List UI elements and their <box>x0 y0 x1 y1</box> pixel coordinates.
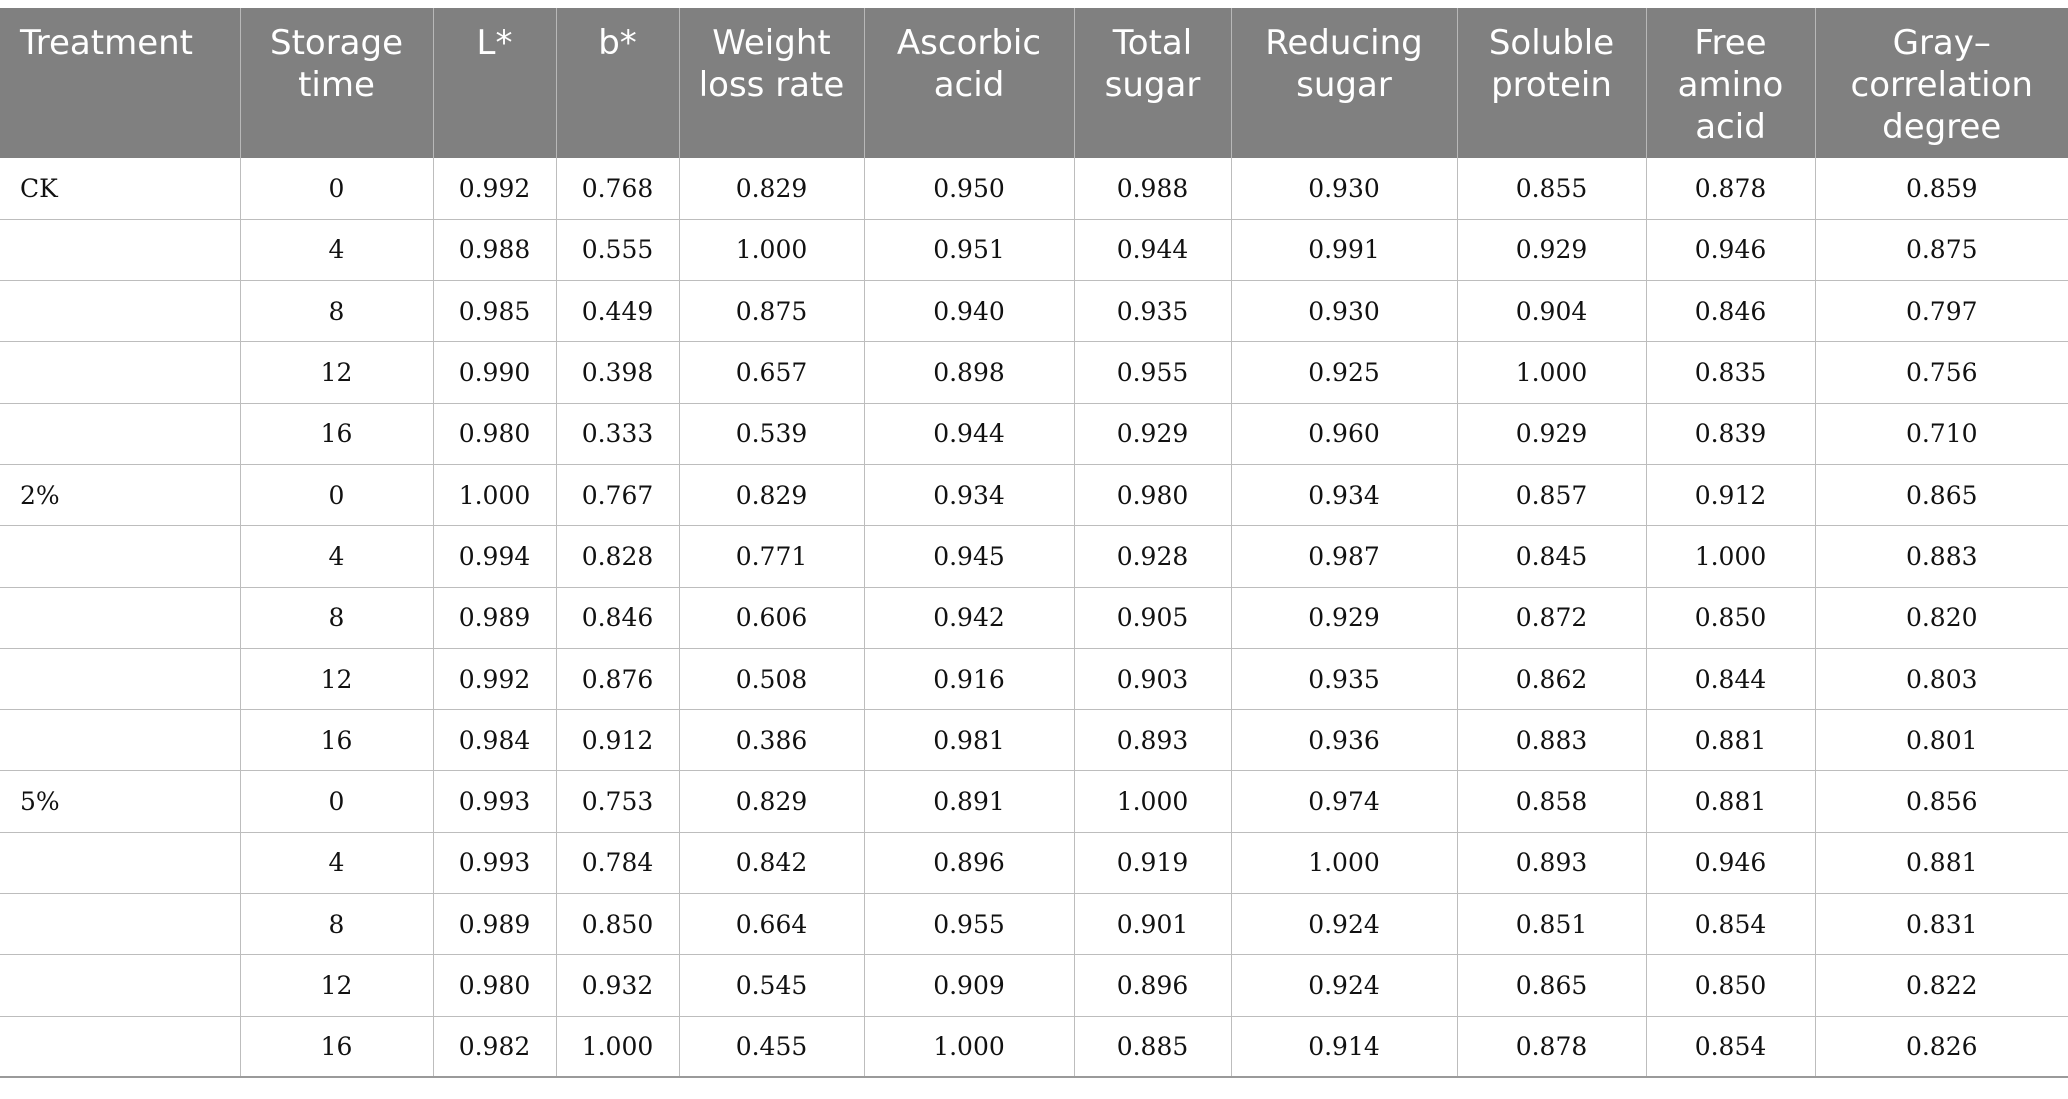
value-cell: 0.854 <box>1646 1016 1815 1077</box>
treatment-cell <box>0 342 240 403</box>
value-cell: 0.878 <box>1646 158 1815 219</box>
treatment-cell: CK <box>0 158 240 219</box>
treatment-cell <box>0 710 240 771</box>
value-cell: 0.980 <box>433 955 556 1016</box>
value-cell: 0.850 <box>1646 587 1815 648</box>
treatment-cell <box>0 281 240 342</box>
value-cell: 0.829 <box>679 464 864 525</box>
value-cell: 0.883 <box>1815 526 2068 587</box>
value-cell: 0.980 <box>433 403 556 464</box>
value-cell: 0.881 <box>1646 710 1815 771</box>
table-body <box>0 158 2068 1077</box>
treatment-cell <box>0 832 240 893</box>
value-cell: 0.449 <box>556 281 679 342</box>
column-header <box>0 8 240 158</box>
value-cell: 0.974 <box>1231 771 1457 832</box>
value-cell: 0.934 <box>1231 464 1457 525</box>
value-cell: 0.992 <box>433 158 556 219</box>
column-header-line: loss rate <box>698 65 845 105</box>
value-cell: 0.657 <box>679 342 864 403</box>
value-cell: 0.989 <box>433 894 556 955</box>
value-cell: 0.856 <box>1815 771 2068 832</box>
table-wrapper <box>0 8 2068 1078</box>
value-cell: 0.859 <box>1815 158 2068 219</box>
column-header-line: acid <box>933 65 1005 105</box>
value-cell: 0.784 <box>556 832 679 893</box>
value-cell: 0.981 <box>864 710 1074 771</box>
value-cell: 0.929 <box>1457 403 1646 464</box>
value-cell: 0.991 <box>1231 219 1457 280</box>
table-row <box>0 281 2068 342</box>
value-cell: 0.955 <box>864 894 1074 955</box>
value-cell: 0.960 <box>1231 403 1457 464</box>
value-cell: 0.797 <box>1815 281 2068 342</box>
table-row <box>0 526 2068 587</box>
value-cell: 1.000 <box>1457 342 1646 403</box>
storage-time-cell: 8 <box>240 587 433 648</box>
gray-correlation-table <box>0 8 2068 1078</box>
value-cell: 0.934 <box>864 464 1074 525</box>
value-cell: 0.555 <box>556 219 679 280</box>
value-cell: 0.893 <box>1074 710 1231 771</box>
column-header-line: Reducing <box>1265 23 1423 63</box>
value-cell: 1.000 <box>433 464 556 525</box>
value-cell: 0.850 <box>556 894 679 955</box>
value-cell: 0.896 <box>864 832 1074 893</box>
value-cell: 0.768 <box>556 158 679 219</box>
value-cell: 0.876 <box>556 648 679 709</box>
value-cell: 0.993 <box>433 771 556 832</box>
treatment-cell <box>0 648 240 709</box>
value-cell: 0.896 <box>1074 955 1231 1016</box>
value-cell: 0.990 <box>433 342 556 403</box>
column-header-line: time <box>298 65 375 105</box>
column-header <box>1815 8 2068 158</box>
treatment-cell <box>0 403 240 464</box>
column-header-line: Storage <box>269 23 404 63</box>
value-cell: 0.944 <box>864 403 1074 464</box>
value-cell: 0.951 <box>864 219 1074 280</box>
value-cell: 0.988 <box>1074 158 1231 219</box>
column-header-line: L* <box>476 23 513 63</box>
value-cell: 0.844 <box>1646 648 1815 709</box>
column-header-line: Soluble <box>1488 23 1615 63</box>
table-header <box>0 8 2068 158</box>
value-cell: 0.919 <box>1074 832 1231 893</box>
treatment-cell <box>0 955 240 1016</box>
value-cell: 0.508 <box>679 648 864 709</box>
value-cell: 0.710 <box>1815 403 2068 464</box>
value-cell: 0.946 <box>1646 219 1815 280</box>
value-cell: 0.862 <box>1457 648 1646 709</box>
value-cell: 0.924 <box>1231 955 1457 1016</box>
table-row <box>0 894 2068 955</box>
value-cell: 0.935 <box>1074 281 1231 342</box>
column-header-line: sugar <box>1296 65 1392 105</box>
value-cell: 0.989 <box>433 587 556 648</box>
value-cell: 0.901 <box>1074 894 1231 955</box>
storage-time-cell: 12 <box>240 342 433 403</box>
value-cell: 0.850 <box>1646 955 1815 1016</box>
value-cell: 0.980 <box>1074 464 1231 525</box>
value-cell: 0.606 <box>679 587 864 648</box>
value-cell: 1.000 <box>864 1016 1074 1077</box>
value-cell: 0.925 <box>1231 342 1457 403</box>
storage-time-cell: 12 <box>240 955 433 1016</box>
value-cell: 0.928 <box>1074 526 1231 587</box>
value-cell: 0.994 <box>433 526 556 587</box>
value-cell: 0.985 <box>433 281 556 342</box>
value-cell: 0.885 <box>1074 1016 1231 1077</box>
value-cell: 1.000 <box>1231 832 1457 893</box>
value-cell: 0.993 <box>433 832 556 893</box>
value-cell: 0.898 <box>864 342 1074 403</box>
column-header <box>1074 8 1231 158</box>
value-cell: 0.858 <box>1457 771 1646 832</box>
value-cell: 0.944 <box>1074 219 1231 280</box>
value-cell: 0.929 <box>1457 219 1646 280</box>
value-cell: 0.851 <box>1457 894 1646 955</box>
value-cell: 0.930 <box>1231 158 1457 219</box>
table-row <box>0 648 2068 709</box>
column-header-line: protein <box>1491 65 1612 105</box>
treatment-cell <box>0 894 240 955</box>
column-header-line: correlation <box>1850 65 2033 105</box>
treatment-cell: 2% <box>0 464 240 525</box>
value-cell: 0.878 <box>1457 1016 1646 1077</box>
treatment-cell <box>0 526 240 587</box>
column-header-line: Gray– <box>1892 23 1991 63</box>
value-cell: 0.992 <box>433 648 556 709</box>
value-cell: 0.803 <box>1815 648 2068 709</box>
storage-time-cell: 12 <box>240 648 433 709</box>
value-cell: 0.891 <box>864 771 1074 832</box>
table-row <box>0 219 2068 280</box>
value-cell: 0.835 <box>1646 342 1815 403</box>
column-header <box>1457 8 1646 158</box>
value-cell: 0.955 <box>1074 342 1231 403</box>
value-cell: 0.842 <box>679 832 864 893</box>
value-cell: 0.831 <box>1815 894 2068 955</box>
storage-time-cell: 8 <box>240 281 433 342</box>
value-cell: 1.000 <box>556 1016 679 1077</box>
treatment-cell <box>0 1016 240 1077</box>
column-header <box>433 8 556 158</box>
value-cell: 0.924 <box>1231 894 1457 955</box>
column-header <box>240 8 433 158</box>
header-row <box>0 8 2068 158</box>
value-cell: 0.942 <box>864 587 1074 648</box>
value-cell: 0.875 <box>679 281 864 342</box>
treatment-cell <box>0 587 240 648</box>
value-cell: 0.826 <box>1815 1016 2068 1077</box>
value-cell: 0.904 <box>1457 281 1646 342</box>
value-cell: 0.839 <box>1646 403 1815 464</box>
table-row <box>0 587 2068 648</box>
value-cell: 0.881 <box>1815 832 2068 893</box>
value-cell: 0.914 <box>1231 1016 1457 1077</box>
column-header <box>864 8 1074 158</box>
column-header-line: sugar <box>1104 65 1201 105</box>
column-header-line: Ascorbic <box>896 23 1042 63</box>
value-cell: 0.909 <box>864 955 1074 1016</box>
value-cell: 1.000 <box>1074 771 1231 832</box>
value-cell: 0.539 <box>679 403 864 464</box>
table-row <box>0 464 2068 525</box>
table-row <box>0 832 2068 893</box>
treatment-cell <box>0 219 240 280</box>
value-cell: 0.829 <box>679 158 864 219</box>
table-row <box>0 158 2068 219</box>
column-header-line: b* <box>598 23 637 63</box>
value-cell: 0.664 <box>679 894 864 955</box>
value-cell: 0.881 <box>1646 771 1815 832</box>
value-cell: 1.000 <box>679 219 864 280</box>
column-header <box>679 8 864 158</box>
table-row <box>0 1016 2068 1077</box>
table-row <box>0 955 2068 1016</box>
storage-time-cell: 4 <box>240 832 433 893</box>
value-cell: 0.982 <box>433 1016 556 1077</box>
value-cell: 0.545 <box>679 955 864 1016</box>
value-cell: 0.771 <box>679 526 864 587</box>
value-cell: 0.875 <box>1815 219 2068 280</box>
storage-time-cell: 4 <box>240 219 433 280</box>
value-cell: 0.930 <box>1231 281 1457 342</box>
value-cell: 0.946 <box>1646 832 1815 893</box>
value-cell: 0.916 <box>864 648 1074 709</box>
table-row <box>0 710 2068 771</box>
value-cell: 0.801 <box>1815 710 2068 771</box>
value-cell: 0.935 <box>1231 648 1457 709</box>
treatment-cell: 5% <box>0 771 240 832</box>
value-cell: 0.865 <box>1815 464 2068 525</box>
value-cell: 0.905 <box>1074 587 1231 648</box>
value-cell: 0.984 <box>433 710 556 771</box>
column-header-line: degree <box>1882 107 2002 147</box>
value-cell: 0.822 <box>1815 955 2068 1016</box>
value-cell: 0.756 <box>1815 342 2068 403</box>
value-cell: 0.386 <box>679 710 864 771</box>
value-cell: 0.940 <box>864 281 1074 342</box>
storage-time-cell: 8 <box>240 894 433 955</box>
column-header <box>556 8 679 158</box>
column-header <box>1231 8 1457 158</box>
table-row <box>0 403 2068 464</box>
value-cell: 0.854 <box>1646 894 1815 955</box>
value-cell: 0.333 <box>556 403 679 464</box>
value-cell: 0.903 <box>1074 648 1231 709</box>
column-header-line: Total <box>1112 23 1193 63</box>
value-cell: 0.988 <box>433 219 556 280</box>
value-cell: 0.767 <box>556 464 679 525</box>
storage-time-cell: 16 <box>240 1016 433 1077</box>
table-row <box>0 771 2068 832</box>
value-cell: 0.872 <box>1457 587 1646 648</box>
value-cell: 1.000 <box>1646 526 1815 587</box>
storage-time-cell: 16 <box>240 710 433 771</box>
value-cell: 0.828 <box>556 526 679 587</box>
value-cell: 0.912 <box>556 710 679 771</box>
value-cell: 0.455 <box>679 1016 864 1077</box>
storage-time-cell: 4 <box>240 526 433 587</box>
value-cell: 0.912 <box>1646 464 1815 525</box>
column-header-line: Weight <box>712 23 831 63</box>
storage-time-cell: 0 <box>240 771 433 832</box>
value-cell: 0.846 <box>556 587 679 648</box>
value-cell: 0.865 <box>1457 955 1646 1016</box>
value-cell: 0.945 <box>864 526 1074 587</box>
value-cell: 0.845 <box>1457 526 1646 587</box>
value-cell: 0.398 <box>556 342 679 403</box>
column-header-line: Free <box>1694 23 1767 63</box>
column-header <box>1646 8 1815 158</box>
storage-time-cell: 0 <box>240 464 433 525</box>
value-cell: 0.857 <box>1457 464 1646 525</box>
value-cell: 0.829 <box>679 771 864 832</box>
value-cell: 0.936 <box>1231 710 1457 771</box>
value-cell: 0.846 <box>1646 281 1815 342</box>
column-header-line: acid <box>1695 107 1766 147</box>
column-header-line: Treatment <box>20 23 194 63</box>
storage-time-cell: 16 <box>240 403 433 464</box>
value-cell: 0.932 <box>556 955 679 1016</box>
storage-time-cell: 0 <box>240 158 433 219</box>
table-row <box>0 342 2068 403</box>
value-cell: 0.950 <box>864 158 1074 219</box>
value-cell: 0.929 <box>1231 587 1457 648</box>
value-cell: 0.929 <box>1074 403 1231 464</box>
value-cell: 0.893 <box>1457 832 1646 893</box>
value-cell: 0.820 <box>1815 587 2068 648</box>
value-cell: 0.855 <box>1457 158 1646 219</box>
value-cell: 0.987 <box>1231 526 1457 587</box>
column-header-line: amino <box>1677 65 1784 105</box>
value-cell: 0.883 <box>1457 710 1646 771</box>
value-cell: 0.753 <box>556 771 679 832</box>
